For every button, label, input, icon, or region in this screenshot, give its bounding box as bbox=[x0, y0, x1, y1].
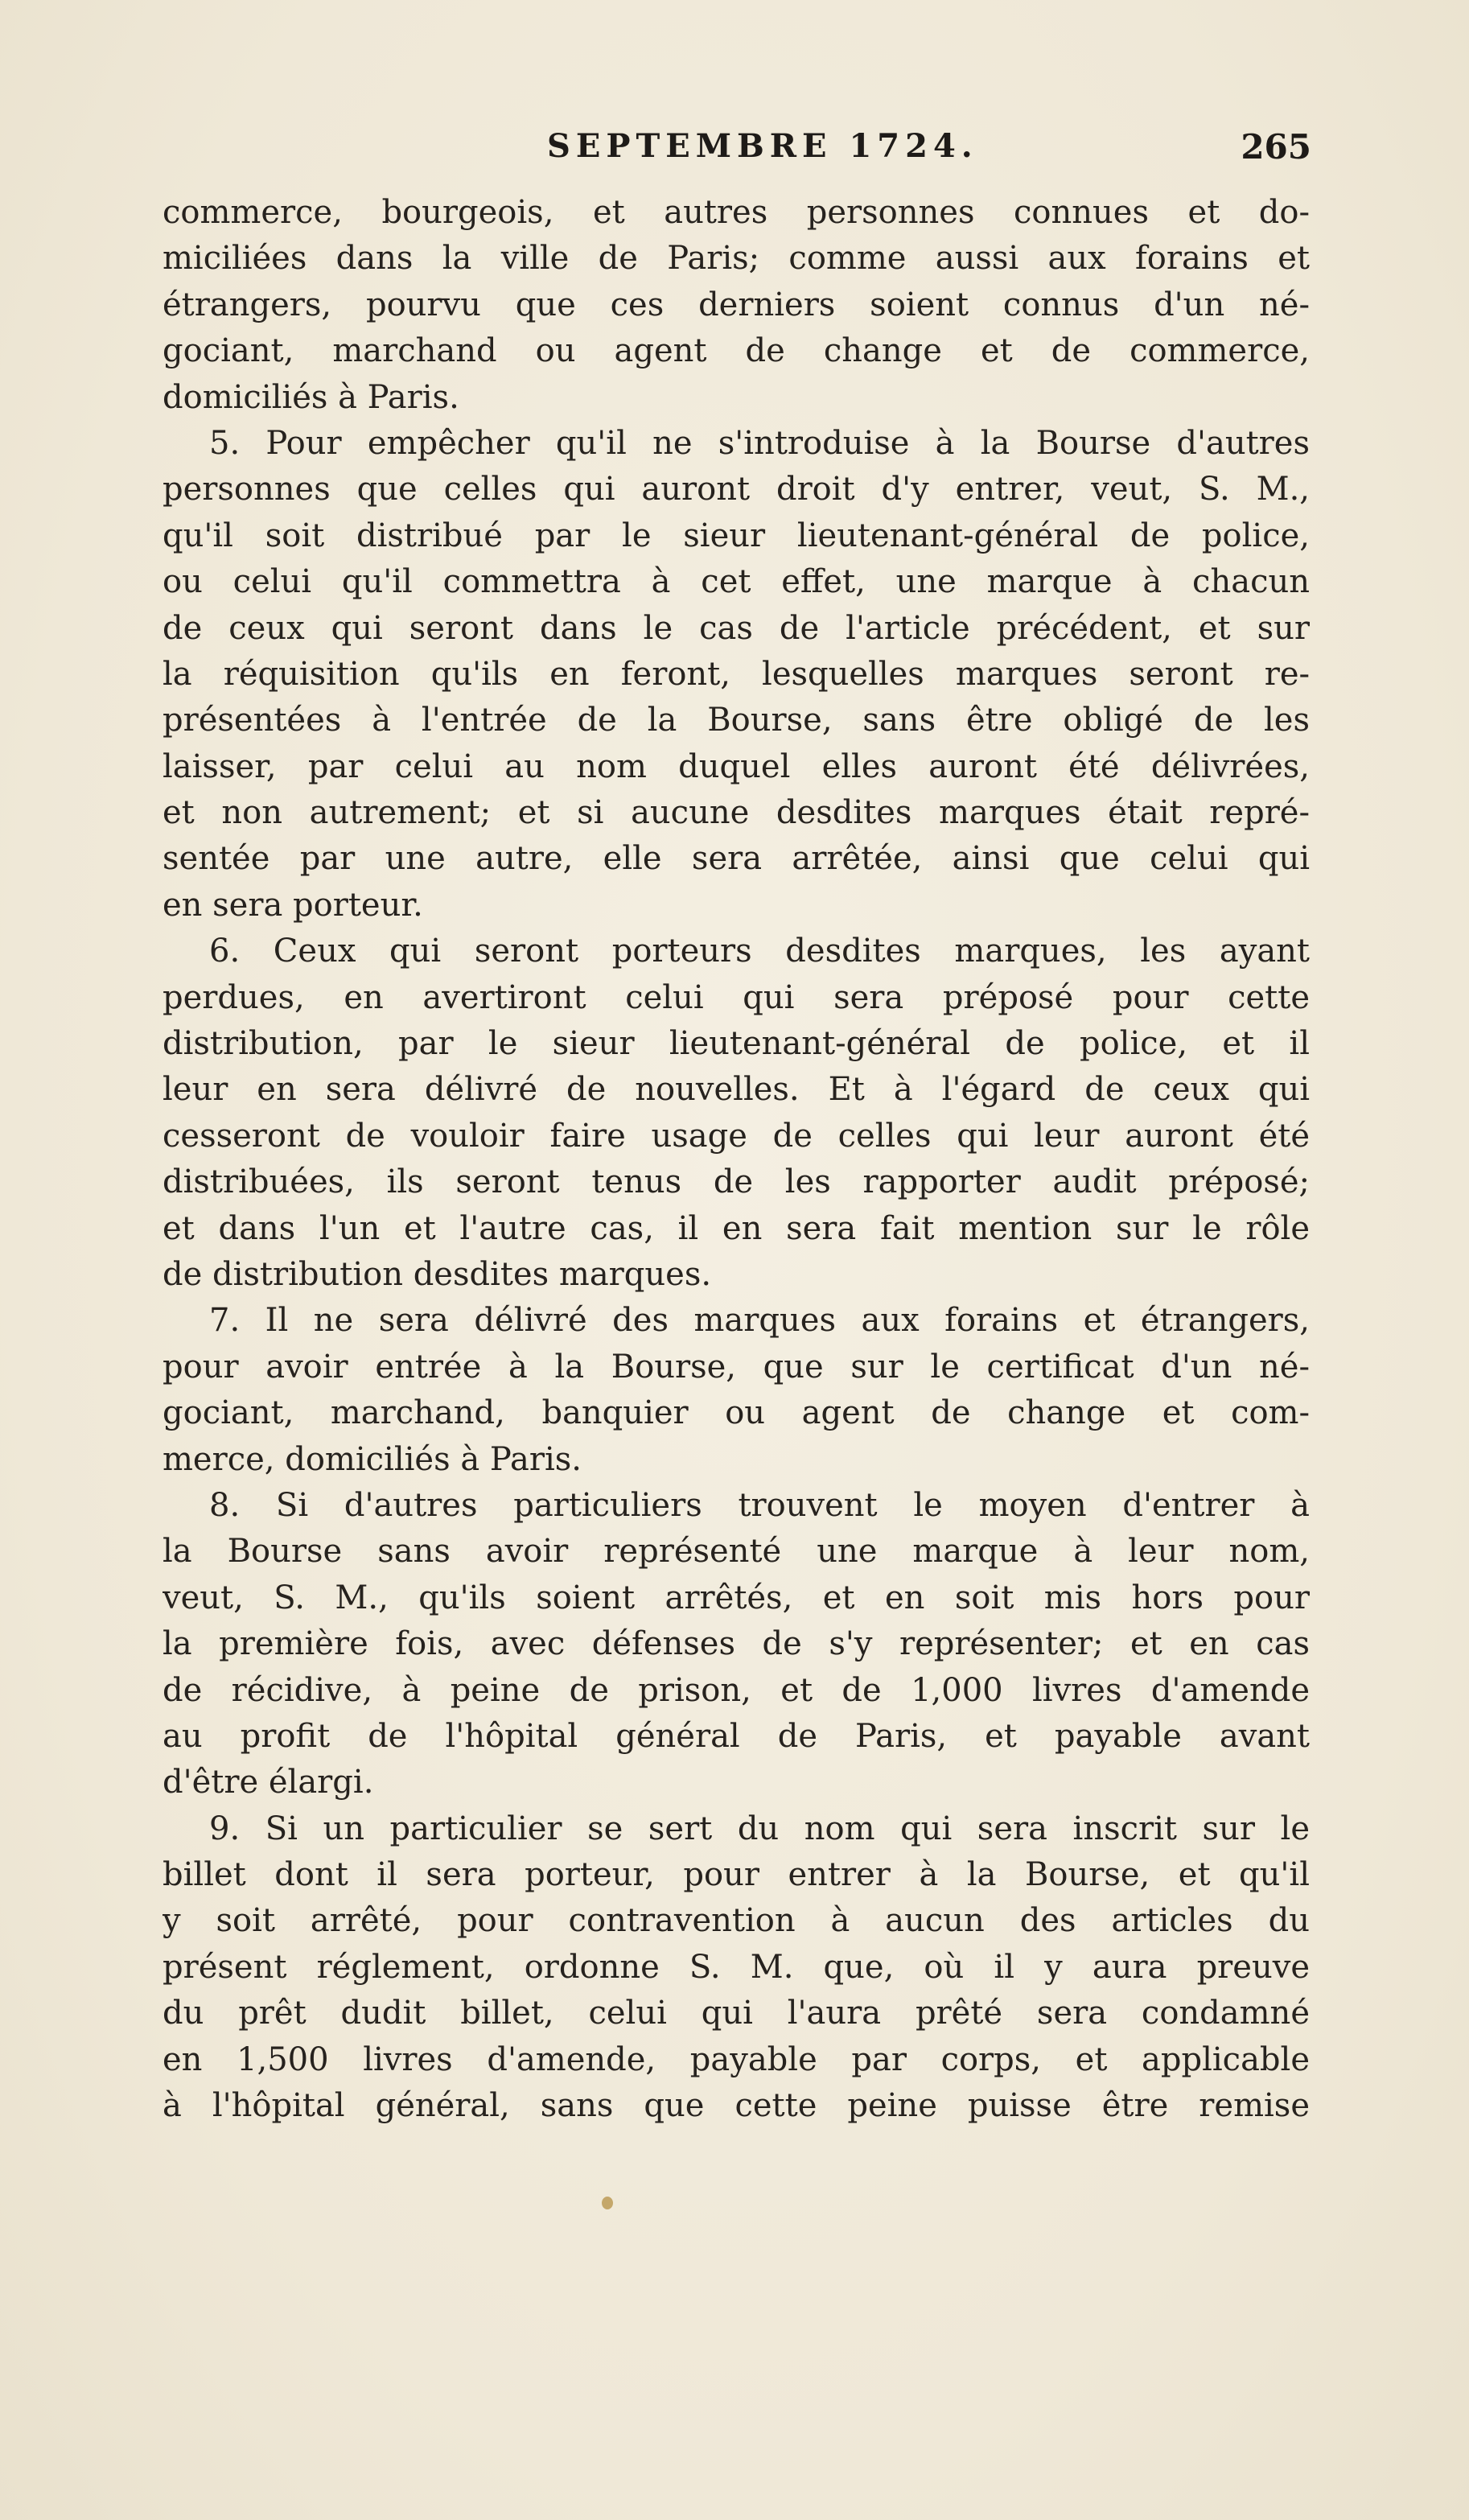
text-line: en 1,500 livres d'amende, payable par corps, et applicable bbox=[163, 2040, 1310, 2078]
text-line: présent réglement, ordonne S. M. que, où il y aura preuve bbox=[163, 1948, 1310, 1986]
text-line: cesseront de vouloir faire usage de celles qui leur auront été bbox=[163, 1117, 1310, 1155]
text-line: commerce, bourgeois, et autres personnes connues et do- bbox=[163, 194, 1310, 231]
text-line: présentées à l'entrée de la Bourse, sans être obligé de les bbox=[163, 702, 1310, 739]
text-line: du prêt dudit billet, celui qui l'aura prêté sera condamné bbox=[163, 1995, 1310, 2032]
text-line: qu'il soit distribué par le sieur lieutenant-général de police, bbox=[163, 517, 1310, 554]
text-line: gociant, marchand ou agent de change et de commerce, bbox=[163, 332, 1310, 370]
text-line: la première fois, avec défenses de s'y représenter; et en cas bbox=[163, 1625, 1310, 1663]
running-title: SEPTEMBRE 1724. bbox=[547, 127, 978, 165]
ink-smudge bbox=[602, 2197, 613, 2209]
body-text bbox=[163, 190, 1310, 2129]
text-line: laisser, par celui au nom duquel elles auront été délivrées, bbox=[163, 747, 1310, 785]
page-header bbox=[161, 127, 1311, 175]
text-line: distribuées, ils seront tenus de les rapporter audit préposé; bbox=[163, 1163, 1310, 1201]
text-line: la Bourse sans avoir représenté une marque à leur nom, bbox=[163, 1533, 1310, 1571]
text-line: ou celui qu'il commettra à cet effet, une marque à chacun bbox=[163, 563, 1310, 601]
text-line: perdues, en avertiront celui qui sera préposé pour cette bbox=[163, 978, 1310, 1016]
text-line: miciliées dans la ville de Paris; comme aussi aux forains et bbox=[163, 240, 1310, 278]
text-line: et dans l'un et l'autre cas, il en sera fait mention sur le rôle bbox=[163, 1209, 1310, 1247]
text-line: veut, S. M., qu'ils soient arrêtés, et en soit mis hors pour bbox=[163, 1579, 1310, 1616]
text-line: étrangers, pourvu que ces derniers soient connus d'un né- bbox=[163, 286, 1310, 323]
text-line: gociant, marchand, banquier ou agent de change et com- bbox=[163, 1394, 1310, 1432]
text-line: d'être élargi. bbox=[163, 1764, 374, 1801]
text-line: distribution, par le sieur lieutenant-général de police, et il bbox=[163, 1025, 1310, 1063]
text-line: merce, domiciliés à Paris. bbox=[163, 1440, 582, 1478]
article-7-start: 7. Il ne sera délivré des marques aux forains et étrangers, bbox=[209, 1302, 1310, 1340]
text-line: à l'hôpital général, sans que cette peine puisse être remise bbox=[163, 2087, 1310, 2125]
text-line: pour avoir entrée à la Bourse, que sur le certificat d'un né- bbox=[163, 1348, 1310, 1386]
text-line: leur en sera délivré de nouvelles. Et à l'égard de ceux qui bbox=[163, 1071, 1310, 1109]
article-5-start: 5. Pour empêcher qu'il ne s'introduise à la Bourse d'autres bbox=[209, 424, 1310, 462]
page-number: 265 bbox=[1241, 127, 1311, 167]
text-line: la réquisition qu'ils en feront, lesquelles marques seront re- bbox=[163, 655, 1310, 693]
text-line: sentée par une autre, elle sera arrêtée, ainsi que celui qui bbox=[163, 840, 1310, 878]
text-line: au profit de l'hôpital général de Paris, et payable avant bbox=[163, 1717, 1310, 1755]
text-line: en sera porteur. bbox=[163, 886, 423, 924]
text-line: domiciliés à Paris. bbox=[163, 378, 459, 416]
text-line: de récidive, à peine de prison, et de 1,000 livres d'amende bbox=[163, 1671, 1310, 1709]
article-6-start: 6. Ceux qui seront porteurs desdites marques, les ayant bbox=[209, 933, 1310, 970]
text-line: de ceux qui seront dans le cas de l'article précédent, et sur bbox=[163, 609, 1310, 647]
text-line: personnes que celles qui auront droit d'y entrer, veut, S. M., bbox=[163, 471, 1310, 509]
text-line: billet dont il sera porteur, pour entrer à la Bourse, et qu'il bbox=[163, 1856, 1310, 1894]
text-line: et non autrement; et si aucune desdites marques était repré- bbox=[163, 794, 1310, 832]
article-8-start: 8. Si d'autres particuliers trouvent le moyen d'entrer à bbox=[209, 1486, 1310, 1524]
article-9-start: 9. Si un particulier se sert du nom qui sera inscrit sur le bbox=[209, 1810, 1310, 1847]
text-line: y soit arrêté, pour contravention à aucun des articles du bbox=[163, 1902, 1310, 1940]
text-line: de distribution desdites marques. bbox=[163, 1255, 712, 1293]
